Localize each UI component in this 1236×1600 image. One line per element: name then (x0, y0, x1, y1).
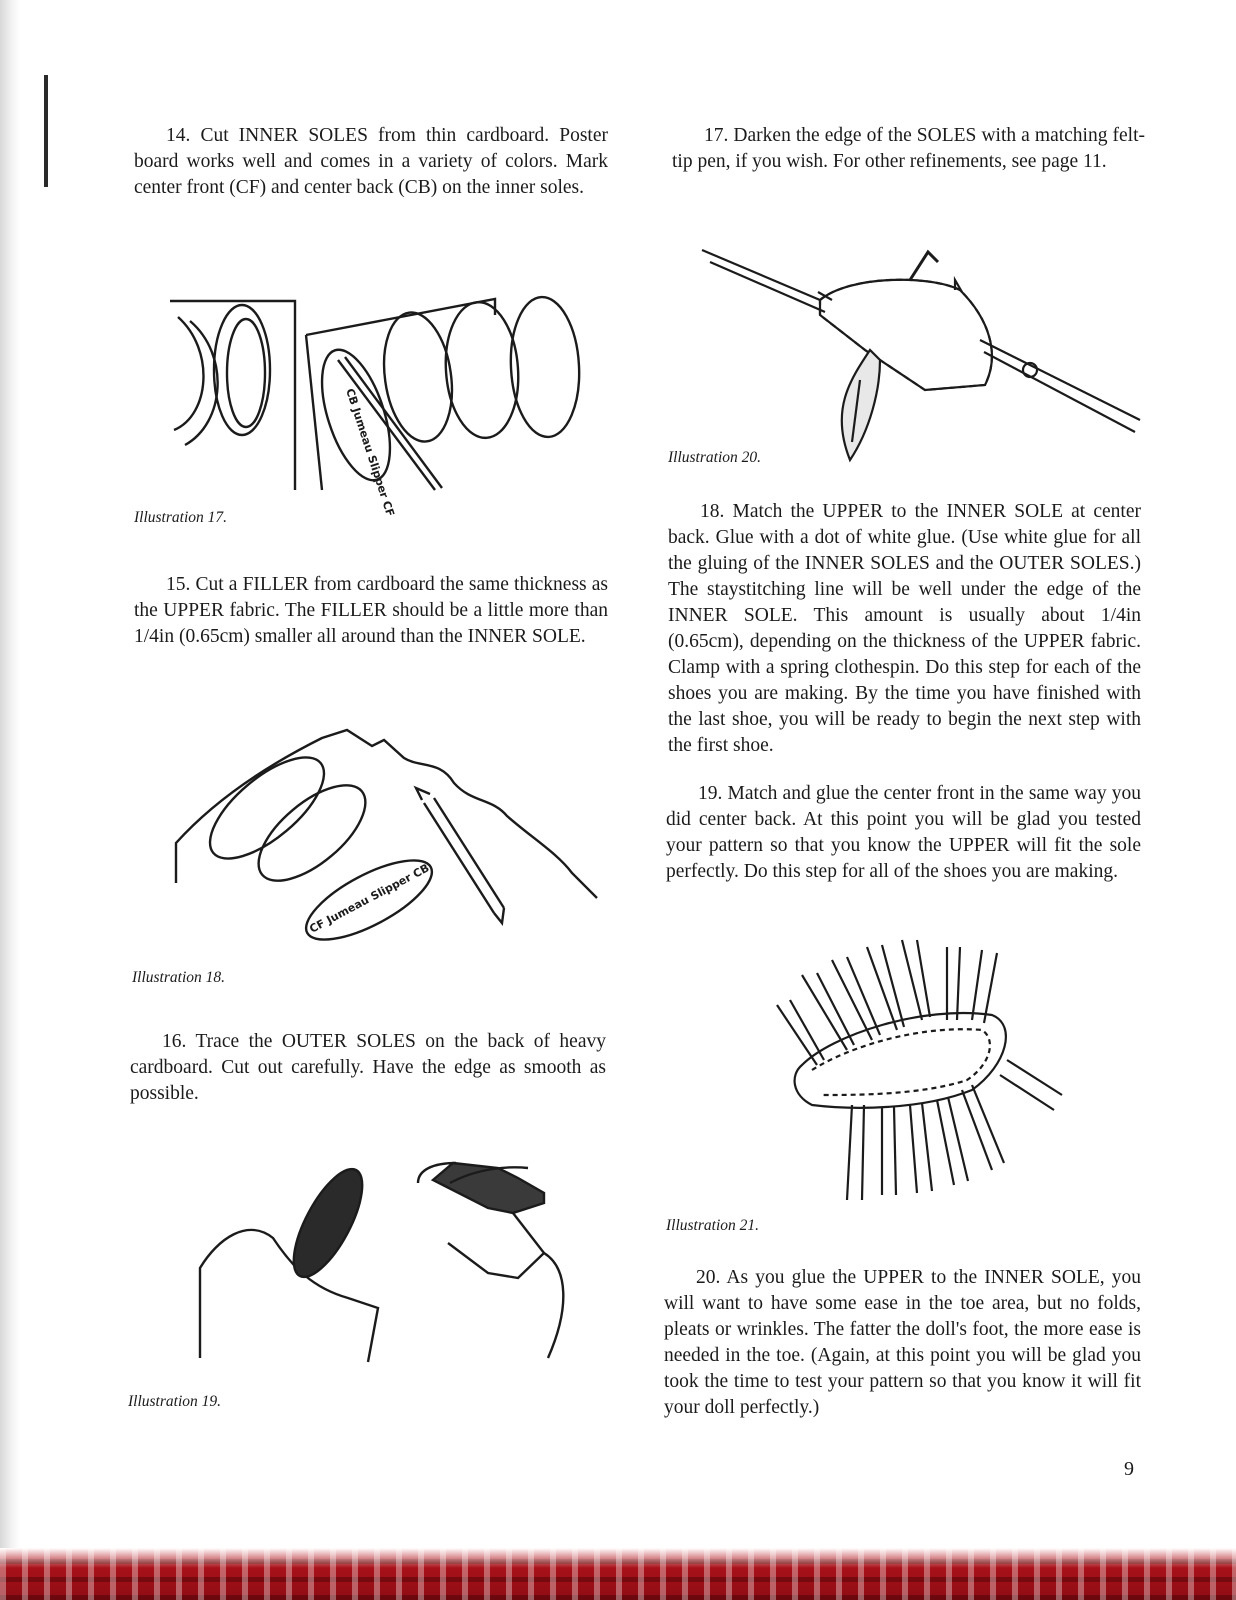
caption-illustration-21: Illustration 21. (666, 1217, 760, 1234)
step-20-paragraph: 20. As you glue the UPPER to the INNER SOLE, you will want to have some ease in the toe area, but no folds, pleats or wrinkles. The fatter the doll's foot, the more ease is needed in the toe. (Again, at this point you will be glad you took the time to test your pattern so that you know it will fit your doll perfectly.) (664, 1267, 1141, 1418)
step-16-paragraph: 16. Trace the OUTER SOLES on the back of heavy cardboard. Cut out carefully. Have the edge as smooth as possible. (130, 1031, 606, 1104)
caption-illustration-19: Illustration 19. (128, 1393, 222, 1410)
illustration-19-outer-sole-drawing (198, 1158, 574, 1362)
page-number: 9 (1124, 1458, 1134, 1480)
caption-illustration-20: Illustration 20. (668, 449, 762, 466)
step-19-paragraph: 19. Match and glue the center front in the same way you did center back. At this point you will be glad you tested your pattern so that you know the UPPER will fit the sole perfectly. Do this step for all of the shoes you are making. (666, 783, 1141, 882)
page-binding-shadow (0, 0, 20, 1600)
step-15-paragraph: 15. Cut a FILLER from cardboard the same thickness as the UPPER fabric. The FILLER should be a little more than 1/4in (0.65cm) smaller all around than the INNER SOLE. (134, 574, 608, 647)
binding-mark (44, 75, 48, 187)
illustration-18-filler-drawing (172, 728, 602, 943)
page-edge-fade (0, 1548, 1236, 1568)
step-14-paragraph: 14. Cut INNER SOLES from thin cardboard. Poster board works well and comes in a variety of colors. Mark center front (CF) and center back (CB) on the inner soles. (134, 125, 608, 198)
step-17-paragraph: 17. Darken the edge of the SOLES with a matching felt-tip pen, if you wish. For other refinements, see page 11. (672, 125, 1145, 172)
ill-17-sole-label: CB Jumeau Slipper CF (343, 386, 397, 519)
ill-18-sole-label: CF Jumeau Slipper CB (307, 861, 432, 936)
caption-illustration-17: Illustration 17. (134, 509, 228, 526)
illustration-17-inner-soles-drawing (170, 295, 590, 519)
caption-illustration-18: Illustration 18. (132, 969, 226, 986)
illustration-20-clamped-upper-drawing (700, 230, 1140, 460)
illustration-21-clothespins-drawing (772, 935, 1070, 1200)
step-18-paragraph: 18. Match the UPPER to the INNER SOLE at center back. Glue with a dot of white glue. (Use white glue for all the gluing of the INNER SOLES and the OUTER SOLES.) The staystitching line will be well under the edge of the INNER SOLE. This amount is usually about 1/4in (0.65cm), depending on the thickness of the UPPER fabric. Clamp with a spring clothespin. Do this step for each of the shoes you are making. By the time you have finished with the last shoe, you will be ready to begin the next step with the first shoe. (668, 501, 1141, 756)
